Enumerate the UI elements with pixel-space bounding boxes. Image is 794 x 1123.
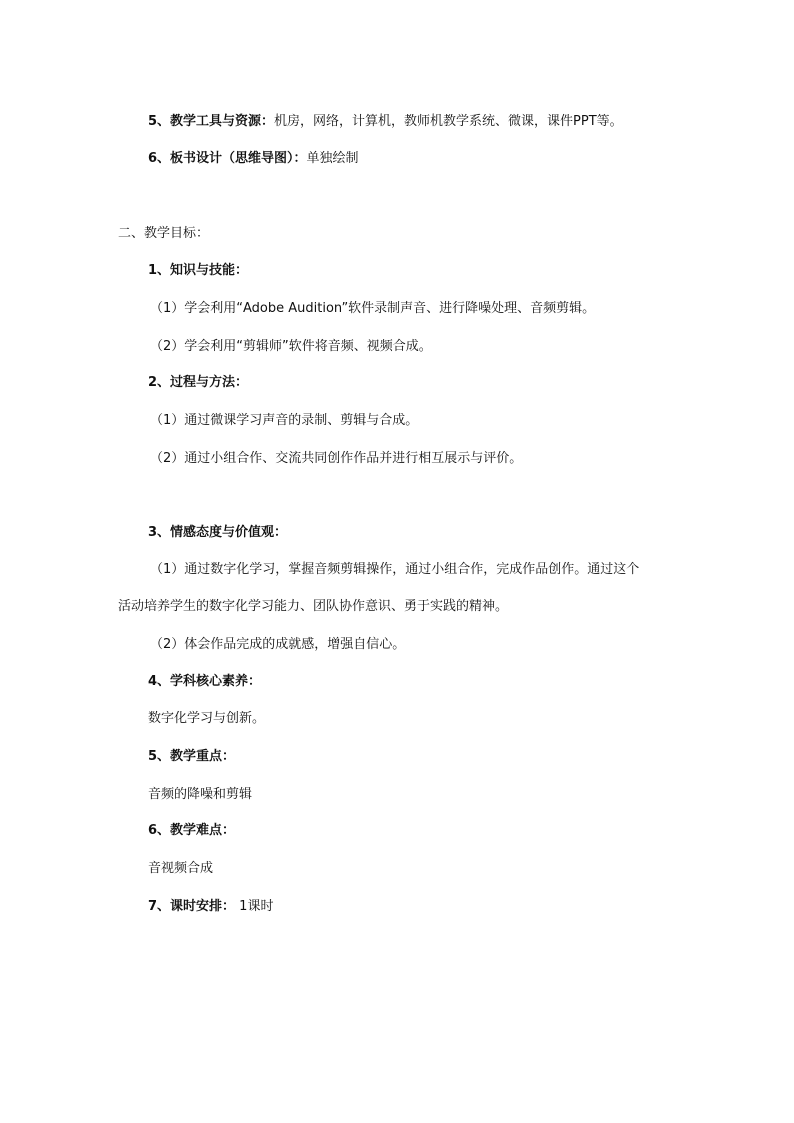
knowledge-skills-item-2: （2）学会利用“剪辑师”软件将音频、视频合成。 <box>150 339 432 354</box>
difficult-points-heading: 6、教学难点： <box>148 823 236 838</box>
class-hours-label: 7、课时安排： <box>148 899 236 914</box>
process-methods-item-2: （2）通过小组合作、交流共同创作作品并进行相互展示与评价。 <box>150 451 523 466</box>
key-points-heading: 5、教学重点： <box>148 749 236 764</box>
knowledge-skills-item-1: （1）学会利用“Adobe Audition”软件录制声音、进行降噪处理、音频剪辑。 <box>150 301 596 316</box>
core-literacy-text: 数字化学习与创新。 <box>148 711 266 726</box>
process-methods-heading: 2、过程与方法： <box>148 375 249 390</box>
emotion-values-item-1a: （1）通过数字化学习，掌握音频剪辑操作，通过小组合作，完成作品创作。通过这个 <box>150 562 640 577</box>
difficult-points-text: 音视频合成 <box>148 861 214 876</box>
section-teaching-goals-title: 二、教学目标： <box>118 226 210 241</box>
class-hours-text: 1课时 <box>235 899 274 914</box>
process-methods-item-1: （1）通过微课学习声音的录制、剪辑与合成。 <box>150 413 419 428</box>
board-design-text: 单独绘制 <box>306 151 359 166</box>
emotion-values-item-2: （2）体会作品完成的成就感，增强自信心。 <box>150 637 406 652</box>
emotion-values-heading: 3、情感态度与价值观： <box>148 525 288 540</box>
board-design-line <box>148 150 359 168</box>
knowledge-skills-heading: 1、知识与技能： <box>148 263 249 278</box>
teaching-resources-text: 机房，网络，计算机，教师机教学系统、微课，课件PPT等。 <box>274 114 623 129</box>
core-literacy-heading: 4、学科核心素养： <box>148 674 262 689</box>
emotion-values-item-1b: 活动培养学生的数字化学习能力、团队协作意识、勇于实践的精神。 <box>118 599 509 614</box>
teaching-resources-line <box>148 113 623 131</box>
class-hours-line <box>148 898 273 916</box>
board-design-label: 6、板书设计（思维导图）： <box>148 151 307 166</box>
teaching-resources-label: 5、教学工具与资源： <box>148 114 275 129</box>
key-points-text: 音频的降噪和剪辑 <box>148 787 253 802</box>
